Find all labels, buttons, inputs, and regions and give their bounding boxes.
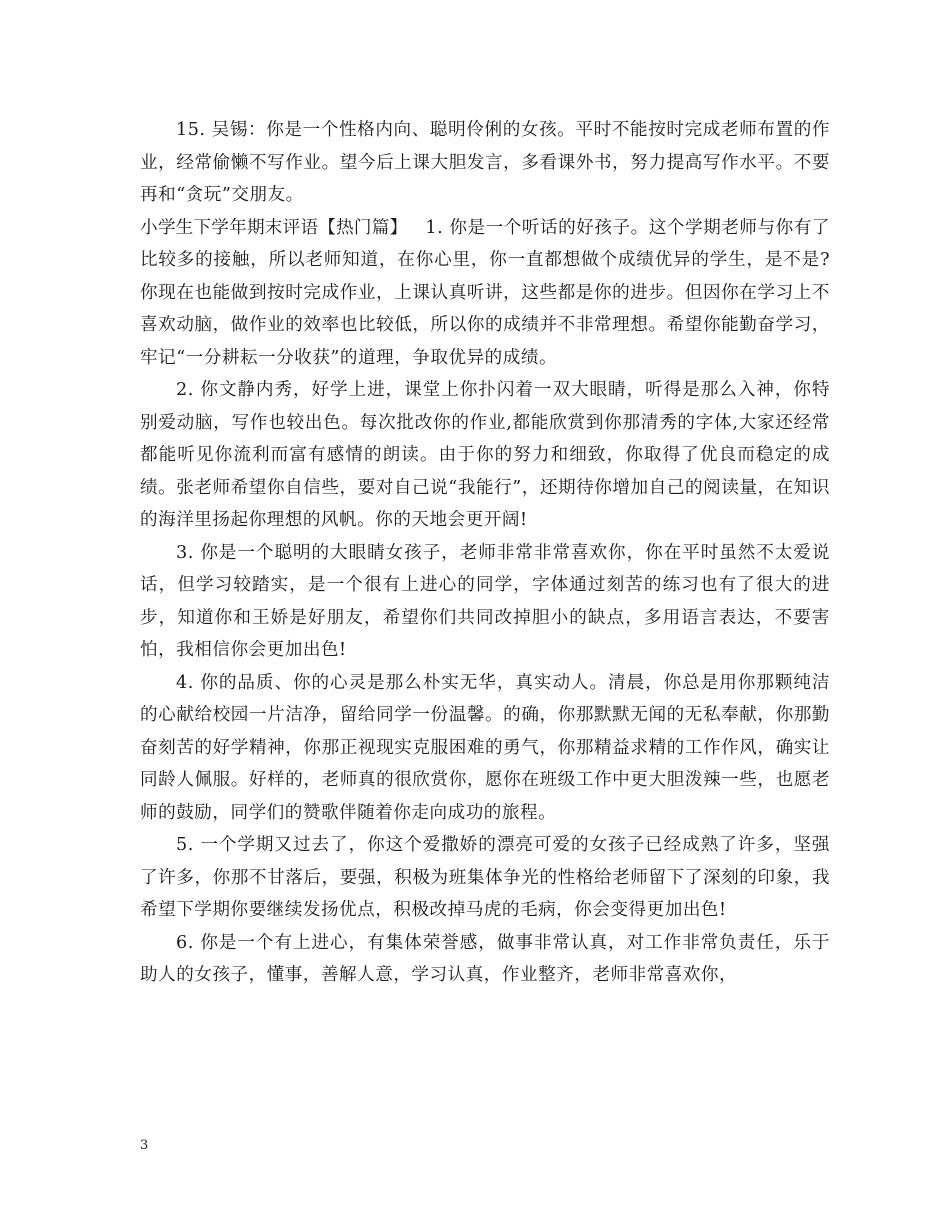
section-heading: 小学生下学年期末评语【热门篇】 xyxy=(140,217,408,238)
paragraph-2: 2. 你文静内秀，好学上进，课堂上你扑闪着一双大眼睛，听得是那么入神，你特别爱动脑，写作也较出色。每次批改你的作业,都能欣赏到你那清秀的字体,大家还经常都能听见你流利而富有感情的朗读。由于你的努力和细致，你取得了优良而稳定的成绩。张老师希望你自信些，要对自己说“我能行”，还期待你增加自己的阅读量，在知识的海洋里扬起你理想的风帆。你的天地会更开阔! xyxy=(140,380,830,530)
section-paragraph-1 xyxy=(140,212,830,375)
page-number: 3 xyxy=(140,1138,149,1153)
paragraph-3: 3. 你是一个聪明的大眼睛女孩子，老师非常非常喜欢你，你在平时虽然不太爱说话，但学习较踏实，是一个很有上进心的同学，字体通过刻苦的练习也有了很大的进步，知道你和王娇是好朋友，希望你们共同改掉胆小的缺点，多用语言表达，不要害怕，我相信你会更加出色! xyxy=(140,542,830,660)
paragraph-15: 15. 吴锡：你是一个性格内向、聪明伶俐的女孩。平时不能按时完成老师布置的作业，经常偷懒不写作业。望今后上课大胆发言，多看课外书，努力提高写作水平。不要再和“贪玩”交朋友。 xyxy=(140,120,830,205)
paragraph-5: 5. 一个学期又过去了，你这个爱撒娇的漂亮可爱的女孩子已经成熟了许多，坚强了许多，你那不甘落后，要强，积极为班集体争光的性格给老师留下了深刻的印象，我希望下学期你要继续发扬优点，积极改掉马虎的毛病，你会变得更加出色! xyxy=(140,835,830,920)
paragraph-1: 1. 你是一个听话的好孩子。这个学期老师与你有了比较多的接触，所以老师知道，在你心里，你一直都想做个成绩优异的学生，是不是?你现在也能做到按时完成作业，上课认真听讲，这些都是你的进步。但因你在学习上不喜欢动脑，做作业的效率也比较低，所以你的成绩并不非常理想。希望你能勤奋学习，牢记“一分耕耘一分收获”的道理，争取优异的成绩。 xyxy=(140,217,830,368)
paragraph-6: 6. 你是一个有上进心，有集体荣誉感，做事非常认真，对工作非常负责任，乐于助人的女孩子，懂事，善解人意，学习认真，作业整齐，老师非常喜欢你， xyxy=(140,932,830,985)
document-body xyxy=(140,114,830,992)
paragraph-4: 4. 你的品质、你的心灵是那么朴实无华，真实动人。清晨，你总是用你那颗纯洁的心献给校园一片洁净，留给同学一份温馨。的确，你那默默无闻的无私奉献，你那勤奋刻苦的好学精神，你那正视现实克服困难的勇气，你那精益求精的工作作风，确实让同龄人佩服。好样的，老师真的很欣赏你，愿你在班级工作中更大胆泼辣一些，也愿老师的鼓励，同学们的赞歌伴随着你走向成功的旅程。 xyxy=(140,672,830,823)
